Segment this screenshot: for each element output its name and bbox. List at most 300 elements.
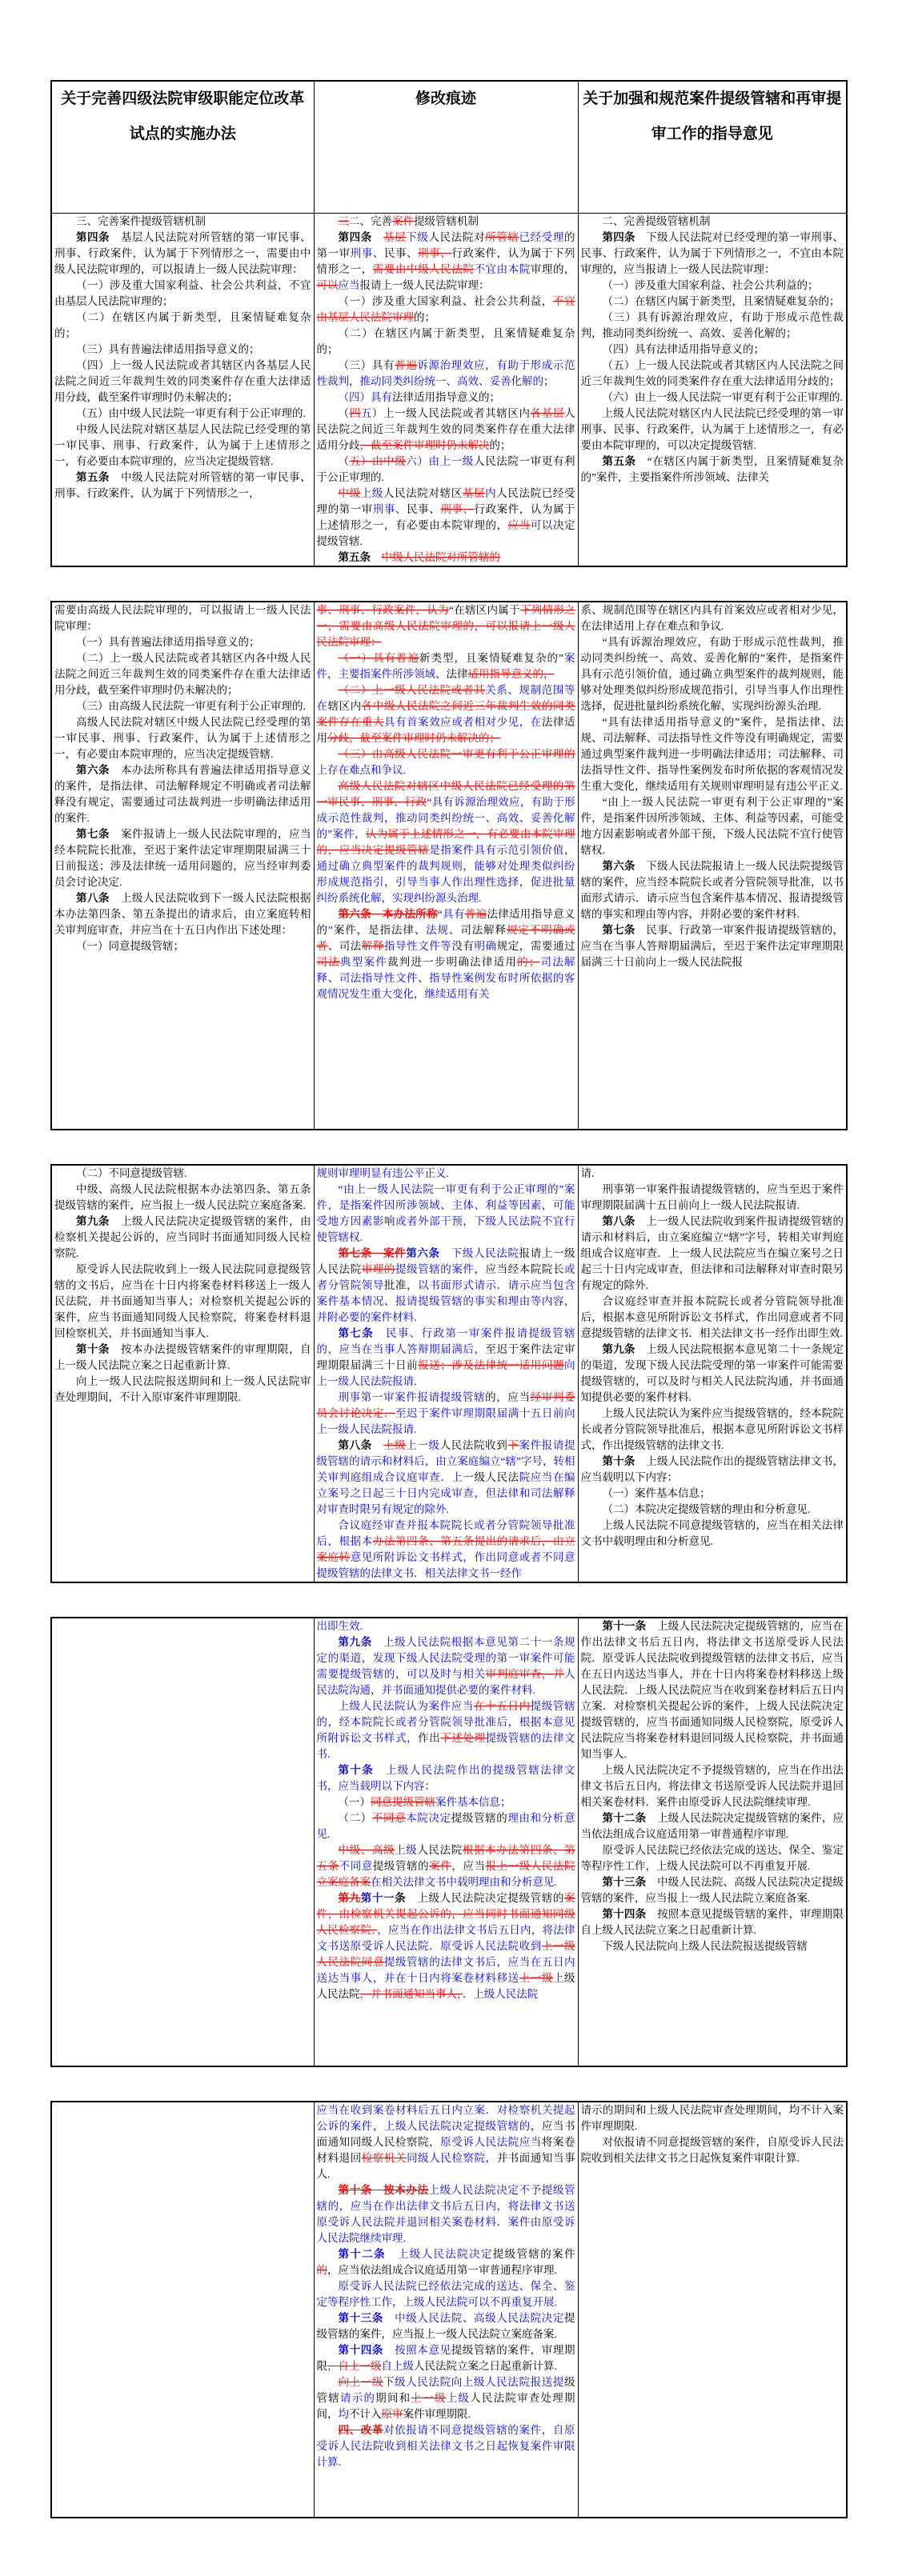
text-run: （二） [338, 1811, 372, 1824]
text-run: 新类型，且案情疑难复杂的” [419, 651, 563, 664]
text-run: 第四条 [76, 230, 110, 243]
text-run: 的； [489, 438, 511, 451]
text-run: （二）不同意提级管辖. [76, 1166, 187, 1179]
paragraph [54, 230, 311, 278]
paragraph [317, 1810, 575, 1842]
comparison-table-page-4 [50, 1617, 848, 2067]
original-text-cell [51, 1618, 314, 2066]
text-run: 上级人民法院认为案件应当提级管辖的，经本院院长或者分管院领导批准后，根据本意见所附诉讼文书样式，作出提级管辖的法律文书. [580, 1406, 844, 1451]
comparison-table-page-1 [50, 80, 848, 567]
tracked-changes-cell [314, 1165, 578, 1582]
paragraph [581, 602, 844, 634]
deleted-text-run: 下 [507, 1438, 519, 1451]
paragraph [54, 214, 311, 230]
text-run: 请. [580, 1166, 595, 1179]
paragraph [317, 406, 575, 454]
deleted-text-run: 的 [316, 2263, 327, 2276]
inserted-text-run: 上级人民法院决定不予提级管辖的，应当在作出法律文书后五日内，将法律文书送原受诉人民法院并退回相关案卷材料．案件由原受诉人民法院继续审理. [316, 2183, 575, 2244]
inserted-text-run: 至迟于案件审理期限届满十五日前向上一级人民法院报请. [316, 1406, 575, 1435]
deleted-text-run: 审理的 [361, 1262, 395, 1275]
inserted-text-run: 上存在难点和争议. [316, 763, 406, 776]
deleted-text-run: （一）具有普遍 [338, 651, 419, 664]
paragraph [581, 454, 844, 486]
paragraph [581, 310, 844, 342]
paragraph [317, 326, 575, 358]
revised-text-cell [578, 1618, 847, 2066]
paragraph [581, 1406, 844, 1454]
text-run: 第十三条 [602, 1875, 647, 1888]
original-text-cell [51, 1165, 314, 1582]
paragraph [54, 470, 311, 502]
inserted-text-run: 按照本意见 [383, 2343, 451, 2356]
inserted-text-run: 出即生效. [316, 1619, 363, 1632]
paragraph [581, 406, 844, 454]
header-row [51, 81, 847, 213]
text-run: ，应当 [451, 1859, 486, 1872]
inserted-text-run: 在相关法律文书中载明理由和分析意见. [371, 1875, 557, 1888]
paragraph [317, 390, 575, 406]
inserted-text-run: 是指案件具有示范引领价值，通过确立典型案件的裁判规则，能够对处理类似纠纷形成规范指引，引导当事人作出理性选择，促进批量纠纷系统化解，实现纠纷源头治理. [316, 843, 575, 904]
text-run: 人民法院审查处理期间， [316, 2391, 575, 2420]
deleted-text-run: 所管辖 [485, 230, 519, 243]
paragraph [581, 858, 844, 922]
paragraph [581, 294, 844, 310]
deleted-text-run: 刑事、 [418, 246, 452, 259]
deleted-text-run: ，自上一级 [327, 2359, 382, 2372]
inserted-text-run: 第七条 [338, 1326, 375, 1339]
content-row [51, 1618, 847, 2066]
deleted-text-run: 原审 [381, 2407, 403, 2420]
text-run: 案件审理期限. [403, 2407, 471, 2420]
text-run: 上级人民法院作出的提级管辖法律文书，应当载明以下内容： [580, 1454, 844, 1483]
text-run: 第十条 [76, 1342, 110, 1355]
text-run: 人民法院之间近三年裁判生效的同类案件存在重大法律适用分歧 [316, 406, 575, 451]
text-run: 的； [414, 310, 435, 323]
text-run: 第十四条 [602, 1907, 647, 1920]
inserted-text-run: 提级管辖的法律文书. [316, 1731, 575, 1760]
deleted-text-run: 同意提级管辖 [371, 1795, 435, 1808]
inserted-text-run: 意见所附诉讼文书样式，作出同意或者不同意提级管辖的法律文书．相关法律文书一经作 [316, 1550, 575, 1579]
text-run: 上级人民法院决定提级管辖的案件，由检察机关提起公诉的，应当同时书面通知同级人民检察院. [54, 1214, 311, 1259]
inserted-text-run: 均 [338, 2407, 349, 2420]
paragraph [54, 1342, 311, 1374]
inserted-text-run: 刑事、 [350, 246, 384, 259]
paragraph [581, 1342, 844, 1406]
text-run: ； [543, 374, 555, 387]
paragraph [317, 1182, 575, 1246]
text-run: 中级、高级人民法院根据本办法第四条、第五条提级管辖的案件，应当报上一级人民法院立案庭备案. [54, 1182, 311, 1211]
text-run [372, 1439, 383, 1451]
text-run: 刑事第一审案件报请提级管辖的，应当至迟于案件审理期限届满十五日前向上一级人民法院报请. [580, 1182, 844, 1211]
text-run: 案件，是指法律、 [332, 923, 427, 936]
deleted-text-run: （三）由高级人民法院一审更有利于公正审理的 [338, 747, 575, 760]
inserted-text-run: 刑事、 [372, 502, 407, 515]
text-run: 决定提级管辖. [316, 518, 575, 547]
deleted-text-run: 不宜由基层人民法院审理 [316, 294, 575, 323]
text-run: （一）具有普遍法律适用指导意义的； [76, 635, 260, 648]
text-run: 原受诉人民法院已经依法完成的送达、保全、鉴定等程序性工作，上级人民法院可以不再重复开展. [580, 1843, 844, 1872]
text-run: 至迟于案件法定审理期限届满三十日前 [316, 1342, 575, 1371]
text-run: （ [338, 454, 350, 467]
inserted-text-run: 第十三条 [338, 2311, 383, 2324]
inserted-text-run: （四）具有 [338, 390, 392, 403]
paragraph [317, 550, 575, 566]
deleted-text-run: 上一级 [411, 2391, 447, 2404]
paragraph [317, 294, 575, 326]
content-row [51, 213, 847, 566]
text-run: 上级人民法院决定提级管辖的，应当在作出法律文书后五日内，将法律文书送原受诉人民法院．原受诉人民法院收到提级管辖的法律文书后，应当在五日内送达当事人，并在十日内将案卷材料移送上级人民法院．上级人民法院应当在收到案卷材料后五日内立案．对检察机关提起公诉的案件，上级人民法院决定提级管辖的，应当书面通知同级人民检察院，原受诉人民法院应当将案卷材料退回同级人民检察院，并书面通知当事人. [580, 1619, 844, 1760]
text-run: 三、完善案件提级管辖机制 [76, 214, 206, 227]
paragraph [317, 1842, 575, 1890]
text-run: 请示的期间和上级人民法院审查处理期间，均不计入案件审理期限. [580, 2103, 844, 2132]
content-row [51, 1165, 847, 1582]
text-run: 中级人民法院、高级人民法院决定提级管辖的案件，应当报上一级人民法院立案庭备案. [580, 1875, 844, 1904]
text-run: （三）具有普遍法律适用指导意义的； [76, 342, 260, 355]
inserted-text-run: 提级管辖的案件 [395, 1262, 475, 1275]
paragraph [317, 1518, 575, 1582]
paragraph [581, 390, 844, 406]
text-run: 中级人民法院对所管辖的第一审民事、刑事、行政案件，认为属于下列情形之一， [54, 470, 311, 499]
text-run: 人民法院一审更有利于公正审理的. [316, 454, 575, 483]
text-run: 第七条 [76, 827, 110, 840]
inserted-text-run: 上级 [395, 1843, 418, 1856]
inserted-text-run: 可以 [530, 518, 553, 531]
text-run: 下级人民法院对已经受理的第一审刑事、民事、行政案件，认为属于下列情形之一，不宜由本院审理的，应当报请上一级人民法院审理： [580, 230, 844, 275]
inserted-text-run: 本院决定 [406, 1811, 451, 1824]
paragraph [581, 278, 844, 294]
paragraph [317, 2422, 575, 2470]
paragraph [581, 922, 844, 970]
paragraph [317, 2278, 575, 2310]
paragraph [581, 358, 844, 390]
text-run: 人民法院 [417, 1843, 463, 1856]
original-text-cell [51, 602, 314, 1130]
deleted-text-run: （二）上一级人民法院或者其 [338, 683, 486, 696]
deleted-text-run: 第七条 案件 [338, 1246, 407, 1259]
paragraph [317, 1390, 575, 1438]
text-run: 民事、 [383, 246, 419, 259]
paragraph [317, 1166, 575, 1182]
paragraph [54, 826, 311, 890]
inserted-text-run: 理由和分析意见. [316, 1811, 575, 1840]
text-run: 应当书面通知同级人民检察院， [316, 2119, 575, 2148]
deleted-text-run: 上级 [383, 1438, 407, 1451]
text-run: 民事、行政第一审案件报请提级管辖的，应当在当事人答辩期届满后，至迟于案件法定审理期限届满三十日前向上一级人民法院报 [580, 923, 844, 968]
deleted-text-run: 第九 [338, 1891, 361, 1904]
inserted-text-run: 应当在收到案卷材料后五日内立案．对检察机关提起公诉的案件，上级人民法院决定提级管辖的， [316, 2103, 575, 2132]
text-run: 上级人民法院决定提级管辖的 [406, 1891, 564, 1904]
text-run: 提级管辖机制 [414, 214, 479, 227]
paragraph [54, 1262, 311, 1342]
text-run: 系、规制范围等在辖区内具有首案效应或者相对少见，在法律适用上存在难点和争议. [580, 603, 844, 632]
inserted-text-run: 第十二条 [338, 2247, 386, 2260]
deleted-text-run: 各基层 [530, 406, 564, 419]
inserted-text-run: 请示的 [339, 2391, 376, 2404]
deleted-text-run: 中级、高级 [338, 1843, 395, 1856]
deleted-text-run: 普遍 [395, 358, 418, 371]
inserted-text-run: 上级人民法院作出的提级管辖法律文书，应当载明以下内容： [316, 1763, 575, 1792]
inserted-text-run: 法规、 [426, 923, 461, 936]
text-run: 一级人民法 [463, 1470, 519, 1483]
paragraph [581, 342, 844, 358]
text-run: （四）具有法律适用指导意义的； [602, 342, 764, 355]
paragraph [317, 1634, 575, 1698]
deleted-text-run: ，截至案件审理时仍未解决 [359, 438, 490, 451]
text-run: ； [500, 1795, 511, 1808]
text-run: 、完善 [359, 214, 392, 227]
paragraph [54, 422, 311, 470]
paragraph [581, 714, 844, 794]
text-run: 人民法院对辖区 [383, 486, 463, 499]
inserted-text-run: 自上级 [381, 2359, 414, 2372]
text-run [372, 231, 383, 243]
text-run: 第八条 [602, 1214, 635, 1227]
text-run: 人民法院已经受理的第一审 [316, 486, 575, 515]
text-run: 高级人民法院对辖区中级人民法院已经受理的第一审民事、刑事、行政案件，认为属于上述情形之一，有必要由本院审理的，应当决定提级管辖. [54, 715, 311, 760]
inserted-text-run: 上级 [360, 486, 383, 499]
deleted-text-run: 中级人民法院对所管辖的 [381, 550, 500, 563]
deleted-text-run: 高级人民法院对辖区中级人民法院已经受理的第一审民事、刑事、行政 [316, 779, 575, 808]
paragraph [54, 278, 311, 310]
paragraph [581, 1294, 844, 1342]
text-run: 案件报请上一级人民法院审理的，应当经本院院长批准，至迟于案件法定审理期限届满三十日前报送；涉及法律统一适用问题的，应当经审判委员会讨论决定. [54, 827, 311, 888]
paragraph [317, 1890, 575, 2002]
content-row [51, 602, 847, 1130]
deleted-text-run: 司法 [316, 955, 340, 968]
text-run: （二）在辖区内属于新类型，且案情疑难复杂的； [602, 294, 840, 307]
text-run: “具有法律适用指导意义的”案件，是指法律、法规、司法解释、司法指导性文件等没有明确规定，需要通过典型案件裁判进一步明确法律适用；司法解释、司法指导性文件、指导性案例发布时所依据的客观情况发生重大变化，继续适用有关规则审理明显有违公平正义. [580, 715, 844, 792]
deleted-text-run: 报上一级人民法院立案庭备案 [316, 1859, 575, 1888]
text-run: 上级人民法院收到下一级人民法院根据本办法第四条、第五条提出的请求后，由立案庭转相关审判庭审查，并应当在十五日内作出下述处理： [54, 891, 311, 936]
inserted-text-run: 民事、行政第一审案件报请提级管辖的，应当在当事人答辩期届满后， [316, 1326, 575, 1355]
revised-doc-title: 关于加强和规范案件提级管辖和再审提审工作的指导意见 [578, 81, 847, 213]
text-run: 裁判进一步明确法律适用 [387, 955, 518, 968]
text-run: （三）具有诉源治理效应，有助于形成示范性裁判，推动同类纠纷统一、高效、妥善化解的； [580, 310, 844, 339]
paragraph [54, 714, 311, 762]
text-run: 第七条 [602, 923, 635, 936]
text-run [371, 551, 382, 563]
deleted-text-run: 各中级人民法院之间近三年裁判生效的同类案件存在重大 [316, 699, 575, 728]
paragraph [317, 2102, 575, 2182]
inserted-text-run: 刑事第一审案件报请提级管辖 [338, 1390, 486, 1403]
inserted-text-run: 关系、规制范围等在 [316, 683, 575, 712]
text-run: （一）同意提级管辖； [76, 939, 184, 952]
inserted-text-run: 中级人民法院、高级人民法院决定 [383, 2311, 564, 2324]
text-run: 审理的， [530, 262, 575, 275]
text-run: 第六条 [602, 859, 635, 872]
deleted-text-run: 解释 [361, 939, 384, 952]
paragraph [317, 1618, 575, 1634]
inserted-text-run: 、 [327, 939, 339, 952]
text-run: 上级人民法院决定不予提级管辖的，应当在作出法律文书后五日内，将法律文书送原受诉人民法院并退回相关案卷材料．案件由原受诉人民法院继续审理. [580, 1763, 844, 1808]
deleted-text-run: 报送；涉及法律统一适用问题 [418, 1358, 565, 1371]
paragraph [581, 1842, 844, 1874]
text-run: 第八条 [338, 1438, 372, 1451]
paragraph [581, 1454, 844, 1486]
text-run: 期间和 [375, 2391, 411, 2404]
text-run: 的第一审 [316, 230, 575, 259]
comparison-table-page-3 [50, 1164, 848, 1583]
text-run: 第六条 [76, 763, 110, 776]
original-text-cell [51, 2102, 314, 2518]
text-run: 提级管辖的 [451, 1811, 508, 1824]
inserted-text-run: “具有诉源治理效应，有助于形成示范性裁判，推动同类纠纷统一、高效、妥善化解的”案件， [316, 795, 575, 840]
inserted-text-run: 提级管辖的法律文书后，应当在五日内送达当事人，并在十日内将案卷材料移送 [316, 1955, 575, 1984]
text-run: 行政案件，认为属于下列情形之一， [316, 246, 575, 275]
paragraph [317, 1698, 575, 1762]
paragraph [317, 1438, 575, 1518]
inserted-text-run: 内 [485, 486, 497, 499]
paragraph [54, 342, 311, 358]
paragraph [581, 634, 844, 714]
text-run: “在辖区内属于 [448, 603, 520, 616]
paragraph [581, 1166, 844, 1182]
paragraph [54, 634, 311, 650]
deleted-text-run: 上一级人民法院同意 [316, 1939, 575, 1968]
text-run: （二）本院决定提级管辖的理由和分析意见. [602, 1502, 811, 1515]
deleted-text-run: 基层 [383, 230, 407, 243]
tracked-changes-cell [314, 602, 578, 1130]
text-run: 不计入 [349, 2407, 382, 2420]
paragraph [54, 1374, 311, 1406]
original-doc-title: 关于完善四级法院审级职能定位改革试点的实施办法 [51, 81, 314, 213]
inserted-text-run: 案件，主要指案件所涉领域、 [316, 651, 575, 680]
text-run: 法律适用指导意义的； [392, 390, 500, 403]
inserted-text-run: 六）由上一级 [406, 454, 474, 467]
deleted-text-run: 不同意 [371, 1811, 407, 1824]
inserted-text-run: 或者分管院领导 [316, 1262, 575, 1291]
tracked-changes-cell [314, 2102, 578, 2518]
inserted-text-run: 第十四条 [338, 2343, 383, 2356]
deleted-text-run: 四 [349, 406, 361, 419]
revised-text-cell [578, 213, 847, 566]
deleted-text-run: 适用指导意义的， [467, 667, 555, 680]
paragraph [581, 1182, 844, 1214]
inserted-text-run: “具有 [437, 907, 465, 920]
revised-text-cell [578, 2102, 847, 2518]
deleted-text-run: 向上一级 [338, 2375, 383, 2388]
text-run: 批准 [383, 1278, 407, 1291]
text-run: 第九条 [76, 1214, 110, 1227]
inserted-text-run: 院应当在编立案号之日起三十日内完成审查，但法律和司法解释对审查时限另有规定的除外. [316, 1470, 575, 1515]
text-run: 中级人民法院对辖区基层人民法院已经受理的第一审民事、刑事、行政案件，认为属于上述情形之一，有必要由本院审理的，应当决定提级管辖. [54, 422, 311, 467]
paragraph [317, 1794, 575, 1810]
deleted-text-run: 分歧，截至案件审理时仍未解决的； [327, 731, 500, 744]
text-run: 司法 [339, 939, 362, 952]
paragraph [317, 358, 575, 390]
content-row [51, 2102, 847, 2518]
deleted-text-run: 应当 [507, 518, 531, 531]
inserted-text-run: 明确 [474, 939, 497, 952]
deleted-text-run: 办法第四条、第五条提出的请求后，由立案庭转 [316, 1534, 575, 1563]
paragraph [581, 2134, 844, 2166]
text-run: 向上一级人民法院报送期间和上一级人民法院审查处理期间，不计入原审案件审理期限. [54, 1374, 311, 1403]
paragraph [581, 1810, 844, 1842]
paragraph [317, 906, 575, 1002]
text-run: 司法解释 [460, 923, 507, 936]
paragraph [54, 310, 311, 342]
text-run: 法律适用指导意义的 [316, 907, 575, 936]
text-run: 第四条 [602, 230, 635, 243]
text-run: ）上一级人民法院或者其辖区内 [371, 406, 531, 419]
deleted-text-run: 可以 [316, 278, 339, 291]
inserted-text-run: 不同意 [339, 1859, 373, 1872]
text-run: 需要由高级人民法院审理的，可以报请上一级人民法院审理： [54, 603, 311, 632]
paragraph [54, 1214, 311, 1262]
paragraph [581, 1518, 844, 1550]
text-run: （一）涉及重大国家利益、社会公共利益的； [602, 278, 819, 291]
text-run: （五）由中级人民法院一审更有利于公正审理的. [76, 406, 306, 419]
paragraph [317, 1246, 575, 1326]
deleted-text-run: 三 [338, 214, 349, 227]
inserted-text-run: ” [327, 923, 333, 936]
text-run: 行政案件，认为属于上述情形之一，有必要由本院审理的， [316, 502, 575, 531]
text-run: 第四条 [338, 230, 372, 243]
text-run: 条 [395, 1891, 407, 1904]
paragraph [54, 698, 311, 714]
text-run: ，应当经本院院长 [474, 1262, 565, 1275]
inserted-text-run: 原受诉人民法院已经依法完成的送达、保全、鉴定等程序性工作，上级人民法院可以不再重复开展. [316, 2279, 575, 2308]
text-run: 作出 [418, 1731, 441, 1744]
text-run: 没有 [451, 939, 475, 952]
text-run: （二）在辖区内属于新类型，且案情疑难复杂的； [54, 310, 311, 339]
inserted-text-run: 上级 [446, 2391, 471, 2404]
text-run: 提级管辖的案件 [492, 2247, 575, 2260]
text-run: 第五条 [602, 454, 636, 467]
text-run: 提级管辖的案件，审理期限 [316, 2343, 575, 2372]
text-run: （ [338, 406, 350, 419]
inserted-text-run: 向上一级人民法院报请. [316, 1358, 575, 1387]
inserted-text-run: 提级管辖的，经本院院长或者分管院领导批准后，根据本意见所附诉讼文书样式， [316, 1699, 575, 1744]
text-run: 第十一条 [602, 1619, 647, 1632]
tracked-changes-cell [314, 213, 578, 566]
text-run: （三）具有 [338, 358, 395, 371]
inserted-text-run: 诉源治理效应，有助于形成示范性裁判，推动同类纠纷统一、高效、妥善化解的 [316, 358, 575, 387]
paragraph [581, 1214, 844, 1294]
paragraph [54, 1182, 311, 1214]
text-run: 按本办法提级管辖案件的审理期限，自上一级人民法院立案之日起重新计算. [54, 1342, 311, 1371]
deleted-text-run: 第十条 按本办法 [338, 2183, 429, 2196]
text-run: 本办法所称具有普遍法律适用指导意义的案件，是指法律、司法解释规定不明确或者司法解释没有规定，需要通过司法裁判进一步明确法律适用的案件. [54, 763, 311, 824]
text-run: （一）涉及重大国家利益、社会公共利益，不宜由基层人民法院审理的； [54, 278, 311, 307]
deleted-text-run: 普遍 [464, 907, 487, 920]
text-run: 法律适用 [316, 715, 575, 744]
inserted-text-run: ，应当在作出法律文书后五日内，将法律文书送原受诉人民法院．原受诉人民法院收到 [316, 1923, 575, 1952]
text-run: 报请上一级人民法院审理： [359, 278, 490, 291]
paragraph [317, 486, 575, 550]
text-run: 二、完善提级管辖机制 [602, 214, 711, 227]
text-run: 人民法院收到 [439, 1438, 508, 1451]
deleted-text-run: 案件，由检察机关提起公诉的，应当同时书面通知同级人民检察院． [316, 1891, 575, 1936]
text-run: 上级人民法院不同意提级管辖的，应当在相关法律文书中载明理由和分析意见. [580, 1518, 844, 1547]
paragraph [581, 1938, 844, 1954]
inserted-text-run: 上级人民法院决定 [385, 2247, 493, 2260]
text-run: （二）在辖区内属于新类型，且案情疑难复杂的； [316, 326, 575, 355]
inserted-text-run: 规则审理明显有违公平正义. [316, 1166, 449, 1179]
inserted-text-run: 同级人民检察院 [407, 2151, 486, 2164]
deleted-text-run: 五）由中级 [349, 454, 407, 467]
inserted-text-run: 第十一 [360, 1891, 395, 1904]
text-run: 级管辖 [316, 2375, 575, 2404]
inserted-text-run: 上一级 [406, 1438, 440, 1451]
paragraph [54, 890, 311, 938]
inserted-text-run: “由上一级人民法院一审更有利于公正审理的”案件，是指案件因所涉领域、主体、利益等因素，可能受地方因素影响或者外部干预，下级人民法院不宜行使管辖权. [316, 1182, 575, 1243]
inserted-text-run: 不宜由本院 [474, 262, 531, 275]
inserted-text-run: 案件基本信息 [435, 1795, 500, 1808]
text-run: 上级人民法院决定提级管辖的案件，应当依法组成合议庭适用第一审普通程序审理. [580, 1811, 844, 1840]
deleted-text-run: 的； [517, 955, 540, 968]
paragraph [54, 406, 311, 422]
